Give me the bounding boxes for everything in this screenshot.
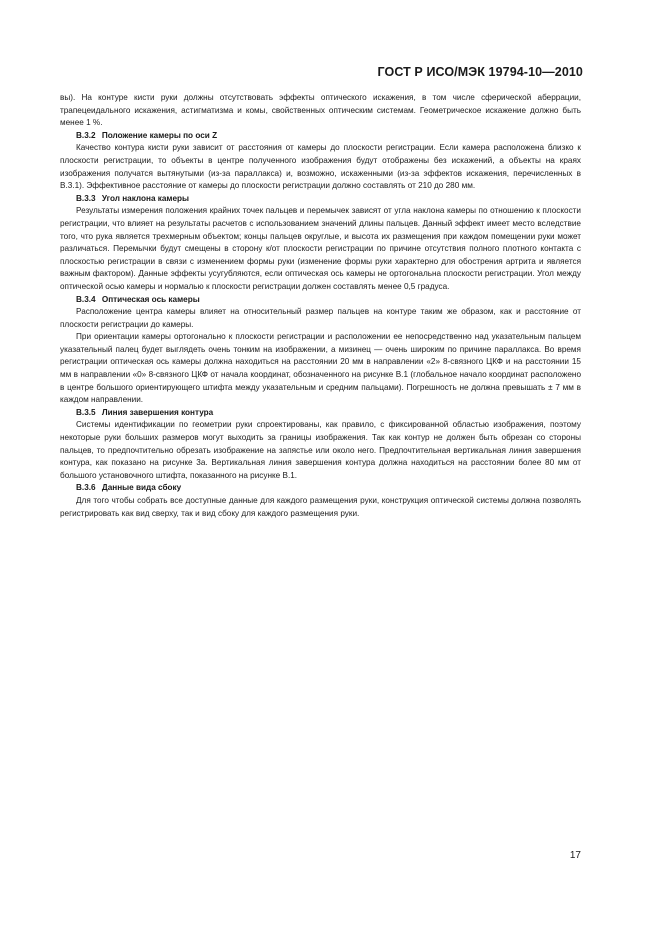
section-paragraph: Расположение центра камеры влияет на относительный размер пальцев на контуре таким же образом, как и расстояние от плоскости регистрации до камеры.: [60, 307, 581, 329]
section-paragraph: При ориентации камеры ортогонально к плоскости регистрации и расположении ее непосредственно над указательным пальцем указательный палец будет выглядеть очень тонким на изображении, а мизинец — очень широким по причине параллакса. Во время регистрации оптическая ось камеры должна находиться на расстоянии 20 мм в направлении «2» 8-связного ЦКФ и на расстоянии 15 мм в направлении «0» 8-связного ЦКФ от начала координат, обозначенного на рисунке B.1 (глобальное начало координат расположено в центре большого ориентирующего штифта между указательным и средним пальцами). Погрешность не должна превышать ± 7 мм в каждом направлении.: [60, 332, 581, 405]
section-title: Данные вида сбоку: [101, 483, 182, 493]
section-heading-b32: [60, 130, 581, 143]
section-number: B.3.2: [76, 130, 96, 140]
document-body: [60, 92, 581, 520]
section-number: B.3.6: [76, 483, 96, 493]
section-number: B.3.3: [76, 193, 96, 203]
section-paragraph: Качество контура кисти руки зависит от расстояния от камеры до плоскости регистрации. Если камера расположена близко к плоскости регистрации, то объекты в центре полученного изображения будут отображены без искажений, а объекты на краях изображения получатся вытянутыми (из-за параллакса) и, возможно, искаженными (из-за эффектов искажения, перечисленных в B.3.1). Эффективное расстояние от камеры до плоскости регистрации должно составлять от 210 до 280 мм.: [60, 143, 581, 191]
section-title: Угол наклона камеры: [101, 193, 190, 203]
section-heading-b33: [60, 193, 581, 206]
page-number: 17: [569, 850, 581, 861]
document-header: ГОСТ Р ИСО/МЭК 19794-10—2010: [377, 65, 583, 79]
section-title: Положение камеры по оси Z: [101, 130, 218, 140]
section-title: Оптическая ось камеры: [101, 294, 200, 304]
section-heading-b34: [60, 294, 581, 307]
section-number: B.3.4: [76, 294, 96, 304]
section-title: Линия завершения контура: [101, 407, 214, 417]
section-heading-b36: [60, 482, 581, 495]
intro-paragraph: вы). На контуре кисти руки должны отсутствовать эффекты оптического искажения, в том числе сферической аберрации, трапецеидального искажения, астигматизма и комы, свойственных оптическим системам. Геометрическое искажение должно быть менее 1 %.: [60, 93, 581, 128]
section-paragraph: Системы идентификации по геометрии руки спроектированы, как правило, с фиксированной областью изображения, поэтому некоторые руки больших размеров могут выходить за границы изображения. Так как контур не должен быть обрезан со стороны пальцев, то предпочтительно обрезать изображение на запястье или около него. Предпочтительная вертикальная линия завершения контура, как показано на рисунке 3а. Вертикальная линия завершения контура должна находиться на расстоянии более 80 мм от большого установочного штифта, показанного на рисунке B.1.: [60, 420, 581, 480]
section-number: B.3.5: [76, 407, 96, 417]
section-heading-b35: [60, 407, 581, 420]
section-paragraph: Для того чтобы собрать все доступные данные для каждого размещения руки, конструкция оптической системы должна позволять регистрировать как вид сверху, так и вид сбоку для каждого размещения руки.: [60, 496, 581, 518]
section-paragraph: Результаты измерения положения крайних точек пальцев и перемычек зависят от угла наклона камеры по отношению к плоскости регистрации, что влияет на результаты расчетов с использованием значений длины пальцев. Данный эффект имеет место вследствие того, что рука является трехмерным объектом; концы пальцев округлые, и высота их размещения при каждом помещении руки может различаться. Перемычки будут смещены в сторону к/от плоскости регистрации по причине отсутствия полного плотного контакта с плоскостью регистрации в связи с изменением формы руки (изменение формы руки характерно для обострения артрита и является важным фактором). Данные эффекты усугубляются, если оптическая ось камеры не ортогональна плоскости регистрации. Угол между оптической осью камеры и нормалью к плоскости регистрации должен составлять менее 0,5 градуса.: [60, 206, 581, 291]
